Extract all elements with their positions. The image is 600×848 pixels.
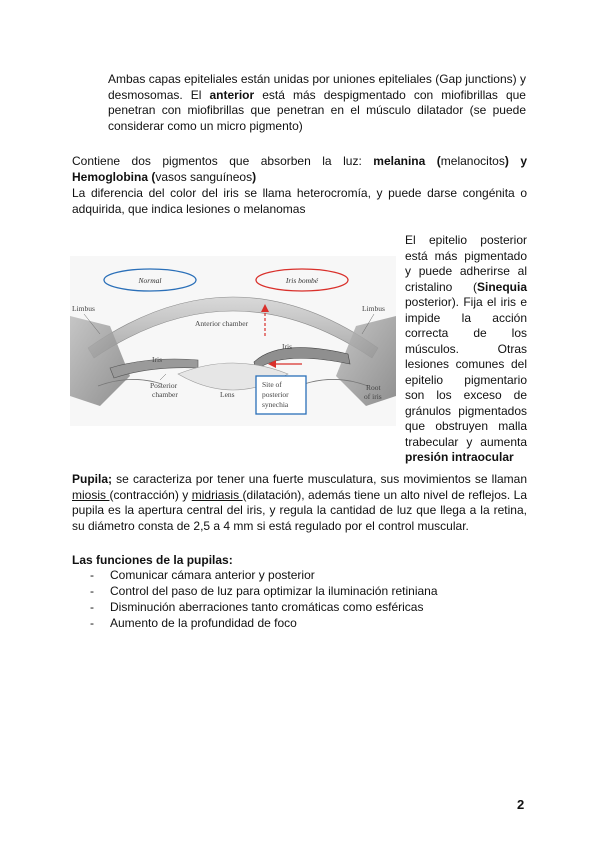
paragraph-posterior-epithelium: [405, 233, 527, 466]
paragraph-pigments: [72, 154, 527, 185]
list-dash: -: [90, 600, 94, 614]
paragraph-pupila: [72, 472, 527, 534]
list-item: [90, 568, 520, 584]
underlined-text: miosis: [72, 487, 110, 502]
list-item: [90, 600, 520, 616]
label-root-1: Root: [366, 383, 381, 392]
label-iris-bombe: Iris bombé: [285, 276, 319, 285]
bold-text: presión intraocular: [405, 450, 514, 464]
text: posterior). Fija el iris e impide la acción correcta de los músculos. Otras lesiones comunes del epitelio pigmentario son los exceso de gránulos pigmentados que obstruyen malla trabecular y aumenta: [405, 295, 527, 449]
label-iris-right: Iris: [282, 342, 292, 351]
text: El epitelio posterior está más pigmentado y puede adherirse al cristalino (: [405, 233, 527, 294]
page-number: 2: [517, 797, 525, 812]
list-dash: -: [90, 584, 94, 598]
text: (contracción) y: [109, 487, 192, 502]
label-anterior-chamber: Anterior chamber: [195, 319, 249, 328]
label-site-3: synechia: [262, 400, 289, 409]
bold-text: ): [252, 169, 257, 184]
label-posterior-1: Posterior: [150, 381, 178, 390]
text: vasos sanguíneos: [155, 169, 253, 184]
label-limbus-right: Limbus: [362, 304, 385, 313]
bold-text: anterior: [209, 87, 255, 102]
label-site-2: posterior: [262, 390, 289, 399]
list-dash: -: [90, 616, 94, 630]
iris-bombe-figure: [70, 256, 396, 426]
list-item-text: Comunicar cámara anterior y posterior: [110, 568, 315, 582]
bold-text: Sinequia: [476, 279, 527, 294]
iris-diagram: [70, 256, 396, 426]
bold-text: Pupila;: [72, 472, 113, 486]
paragraph-epithelial-layers: [108, 72, 526, 134]
bold-text: melanina (: [373, 154, 441, 168]
list-item-text: Aumento de la profundidad de foco: [110, 616, 297, 630]
text: se caracteriza por tener una fuerte musculatura, sus movimientos se llaman: [112, 472, 527, 486]
label-normal: Normal: [138, 276, 162, 285]
list-item-text: Control del paso de luz para optimizar la iluminación retiniana: [110, 584, 438, 598]
label-site-1: Site of: [262, 380, 282, 389]
list-item: [90, 584, 520, 600]
list-item: [90, 616, 520, 632]
label-root-2: of iris: [364, 392, 382, 401]
list-item-text: Disminución aberraciones tanto cromáticas como esféricas: [110, 600, 424, 614]
paragraph-heterochromia: La diferencia del color del iris se llama heterocromía, y puede darse congénita o adquirida, que indica lesiones o melanomas: [72, 186, 527, 216]
functions-list: [90, 568, 520, 632]
bold-text: ) y Hemoglobina (: [72, 154, 527, 184]
list-dash: -: [90, 568, 94, 582]
text: está más despigmentado con miofibrillas que penetran con miofibrillas que penetran en el músculo dilatador (se puede considerar como un micro pigmento): [108, 87, 526, 133]
label-posterior-2: chamber: [152, 390, 178, 399]
underlined-text: midriasis: [191, 487, 243, 502]
text: Ambas capas epiteliales están unidas por uniones epiteliales (Gap junctions) y desmosomas. El: [108, 72, 526, 102]
text: (dilatación), además tiene un alto nivel de reflejos. La pupila es la apertura central del iris, y regula la cantidad de luz que llega a la retina, su diámetro consta de 2,5 a 4 mm si está regulado por el control muscular.: [72, 487, 528, 533]
label-limbus-left: Limbus: [72, 304, 95, 313]
functions-title: Las funciones de la pupilas:: [72, 553, 233, 567]
label-iris-left: Iris: [152, 355, 162, 364]
text: melanocitos: [440, 154, 505, 168]
text: Contiene dos pigmentos que absorben la luz:: [72, 154, 374, 168]
label-lens: Lens: [220, 390, 235, 399]
